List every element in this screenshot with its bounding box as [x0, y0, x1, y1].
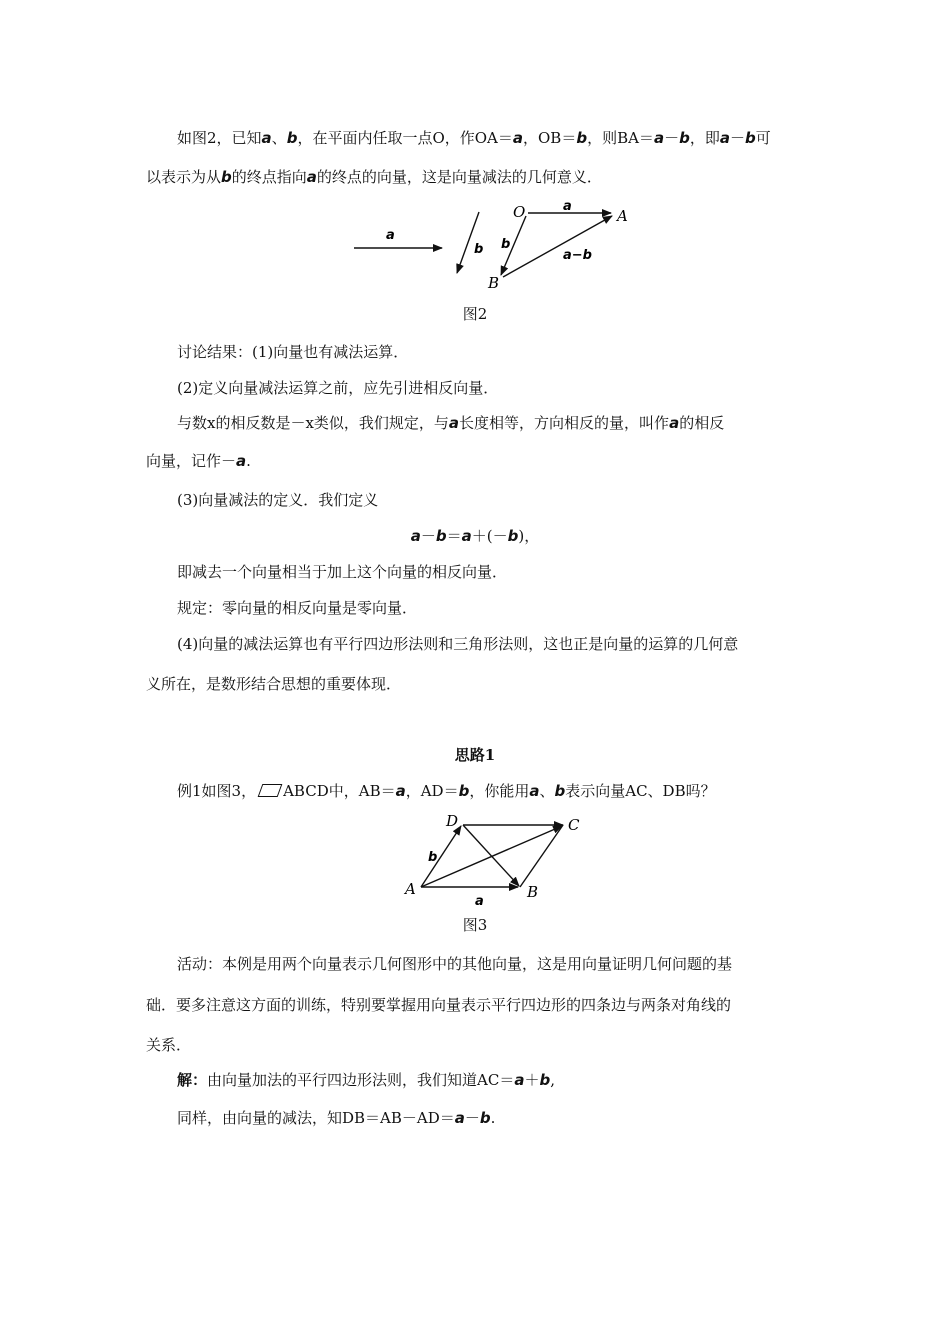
text: 的相反 [679, 414, 725, 432]
text: 可 [755, 129, 771, 147]
text: 、 [539, 782, 555, 800]
vector-a: a [261, 129, 272, 147]
figure-3 [0, 805, 950, 915]
text: ＋ [524, 1071, 540, 1089]
discussion-line2: (2)定义向量减法运算之前，应先引进相反向量． [177, 379, 499, 397]
figure-2-caption: 图2 [462, 305, 488, 323]
text: )， [518, 527, 540, 545]
activity-line2: 础．要多注意这方面的训练，特别要掌握用向量表示平行四边形的四条边与两条对角线的 [146, 996, 732, 1014]
vector-b: b [435, 527, 447, 545]
point-a-label: A [617, 207, 628, 225]
text: . [246, 452, 251, 470]
text: 长度相等，方向相反的量，叫作 [459, 414, 670, 432]
text: ，你能用 [469, 782, 530, 800]
text: 表示向量AC、DB吗？ [565, 782, 716, 800]
activity-line3: 关系． [146, 1036, 192, 1054]
text: ABCD中，AB＝ [283, 782, 396, 800]
vector-a: a [395, 782, 406, 800]
parallelogram-icon [258, 784, 283, 797]
vector-a: a [461, 527, 472, 545]
discussion-line4 [146, 451, 251, 471]
diagonal-db [463, 825, 519, 886]
point-b-label: B [488, 274, 500, 292]
vector-a: a [669, 414, 680, 432]
figure-2 [0, 195, 950, 315]
text: 的终点指向 [231, 168, 307, 186]
discussion-line3 [177, 413, 724, 433]
figure-3-caption: 图3 [462, 916, 488, 934]
vector-a: a [653, 129, 665, 147]
discussion-line6: 即减去一个向量相当于加上这个向量的相反向量． [177, 563, 508, 581]
vector-b: b [539, 1071, 551, 1089]
vector-b: b [221, 168, 232, 186]
solution-label: 解： [177, 1071, 208, 1089]
text: 例1如图3， [177, 782, 257, 800]
vector-b-label: b [474, 242, 484, 257]
vector-a: a [529, 782, 540, 800]
vector-a: a [454, 1109, 465, 1127]
vector-a: a [448, 414, 460, 432]
text: 如图2，已知 [177, 129, 262, 147]
text: 同样，由向量的减法，知DB＝AB－AD＝ [177, 1109, 455, 1127]
vector-a-label: a [475, 894, 484, 909]
solution-line2 [177, 1108, 495, 1128]
text: . [490, 1109, 496, 1127]
vector-b: b [458, 782, 470, 800]
text: 以表示为从 [146, 168, 222, 186]
discussion-line8: (4)向量的减法运算也有平行四边形法则和三角形法则，这也正是向量的运算的几何意 [177, 635, 739, 653]
text: 与数x的相反数是－x类似，我们规定，与 [177, 414, 449, 432]
vector-a: a [514, 1071, 525, 1089]
vector-a: a [410, 527, 421, 545]
text: ，即 [689, 129, 720, 147]
text: 、 [271, 129, 287, 147]
discussion-line7: 规定：零向量的相反向量是零向量． [177, 599, 418, 617]
text: ，在平面内任取一点O，作OA＝ [297, 129, 513, 147]
text: ，则BA＝ [587, 129, 654, 147]
discussion-line5: (3)向量减法的定义．我们定义 [177, 491, 379, 509]
text: － [664, 129, 680, 147]
vector-a-label: a [386, 228, 395, 243]
vector-b: b [286, 129, 298, 147]
point-o-label: O [513, 203, 526, 221]
point-b-label: B [527, 883, 539, 901]
text: － [729, 129, 745, 147]
vector-b: b [576, 129, 588, 147]
text: － [420, 527, 436, 545]
text: ，AD＝ [405, 782, 459, 800]
discussion-line1: 讨论结果：(1)向量也有减法运算． [177, 343, 409, 361]
vector-b: b [744, 129, 756, 147]
text: ＋(－ [471, 527, 508, 545]
vector-b: b [554, 782, 566, 800]
vector-b: b [507, 527, 519, 545]
vector-a: a [512, 129, 523, 147]
vector-a-top-label: a [563, 199, 572, 214]
vector-a: a [306, 168, 317, 186]
text: 的终点的向量，这是向量减法的几何意义． [316, 168, 602, 186]
text: － [464, 1109, 480, 1127]
text: ，OB＝ [523, 129, 577, 147]
para1-line2 [146, 167, 602, 187]
point-a-label: A [405, 880, 416, 898]
vector-a: a [236, 452, 247, 470]
text: 向量，记作－ [146, 452, 237, 470]
vector-a-minus-b-label: a−b [563, 248, 592, 263]
triangle-ba [503, 216, 612, 277]
vector-b-label: b [428, 850, 438, 865]
text: , [550, 1071, 555, 1089]
example1-line [177, 781, 716, 801]
point-c-label: C [568, 816, 580, 834]
text: 由向量加法的平行四边形法则，我们知道AC＝ [207, 1071, 515, 1089]
vector-b-triangle-label: b [501, 237, 511, 252]
para1-line1 [177, 128, 771, 148]
vector-a: a [719, 129, 730, 147]
solution-line1 [177, 1070, 555, 1090]
activity-line1: 活动：本例是用两个向量表示几何图形中的其他向量，这是用向量证明几何问题的基 [177, 955, 733, 973]
point-d-label: D [446, 812, 459, 830]
text: ＝ [446, 527, 462, 545]
vector-b: b [679, 129, 690, 147]
section-title: 思路1 [454, 746, 496, 764]
vector-b: b [479, 1109, 491, 1127]
discussion-line9: 义所在，是数形结合思想的重要体现． [146, 675, 402, 693]
subtraction-definition-equation [0, 526, 950, 546]
